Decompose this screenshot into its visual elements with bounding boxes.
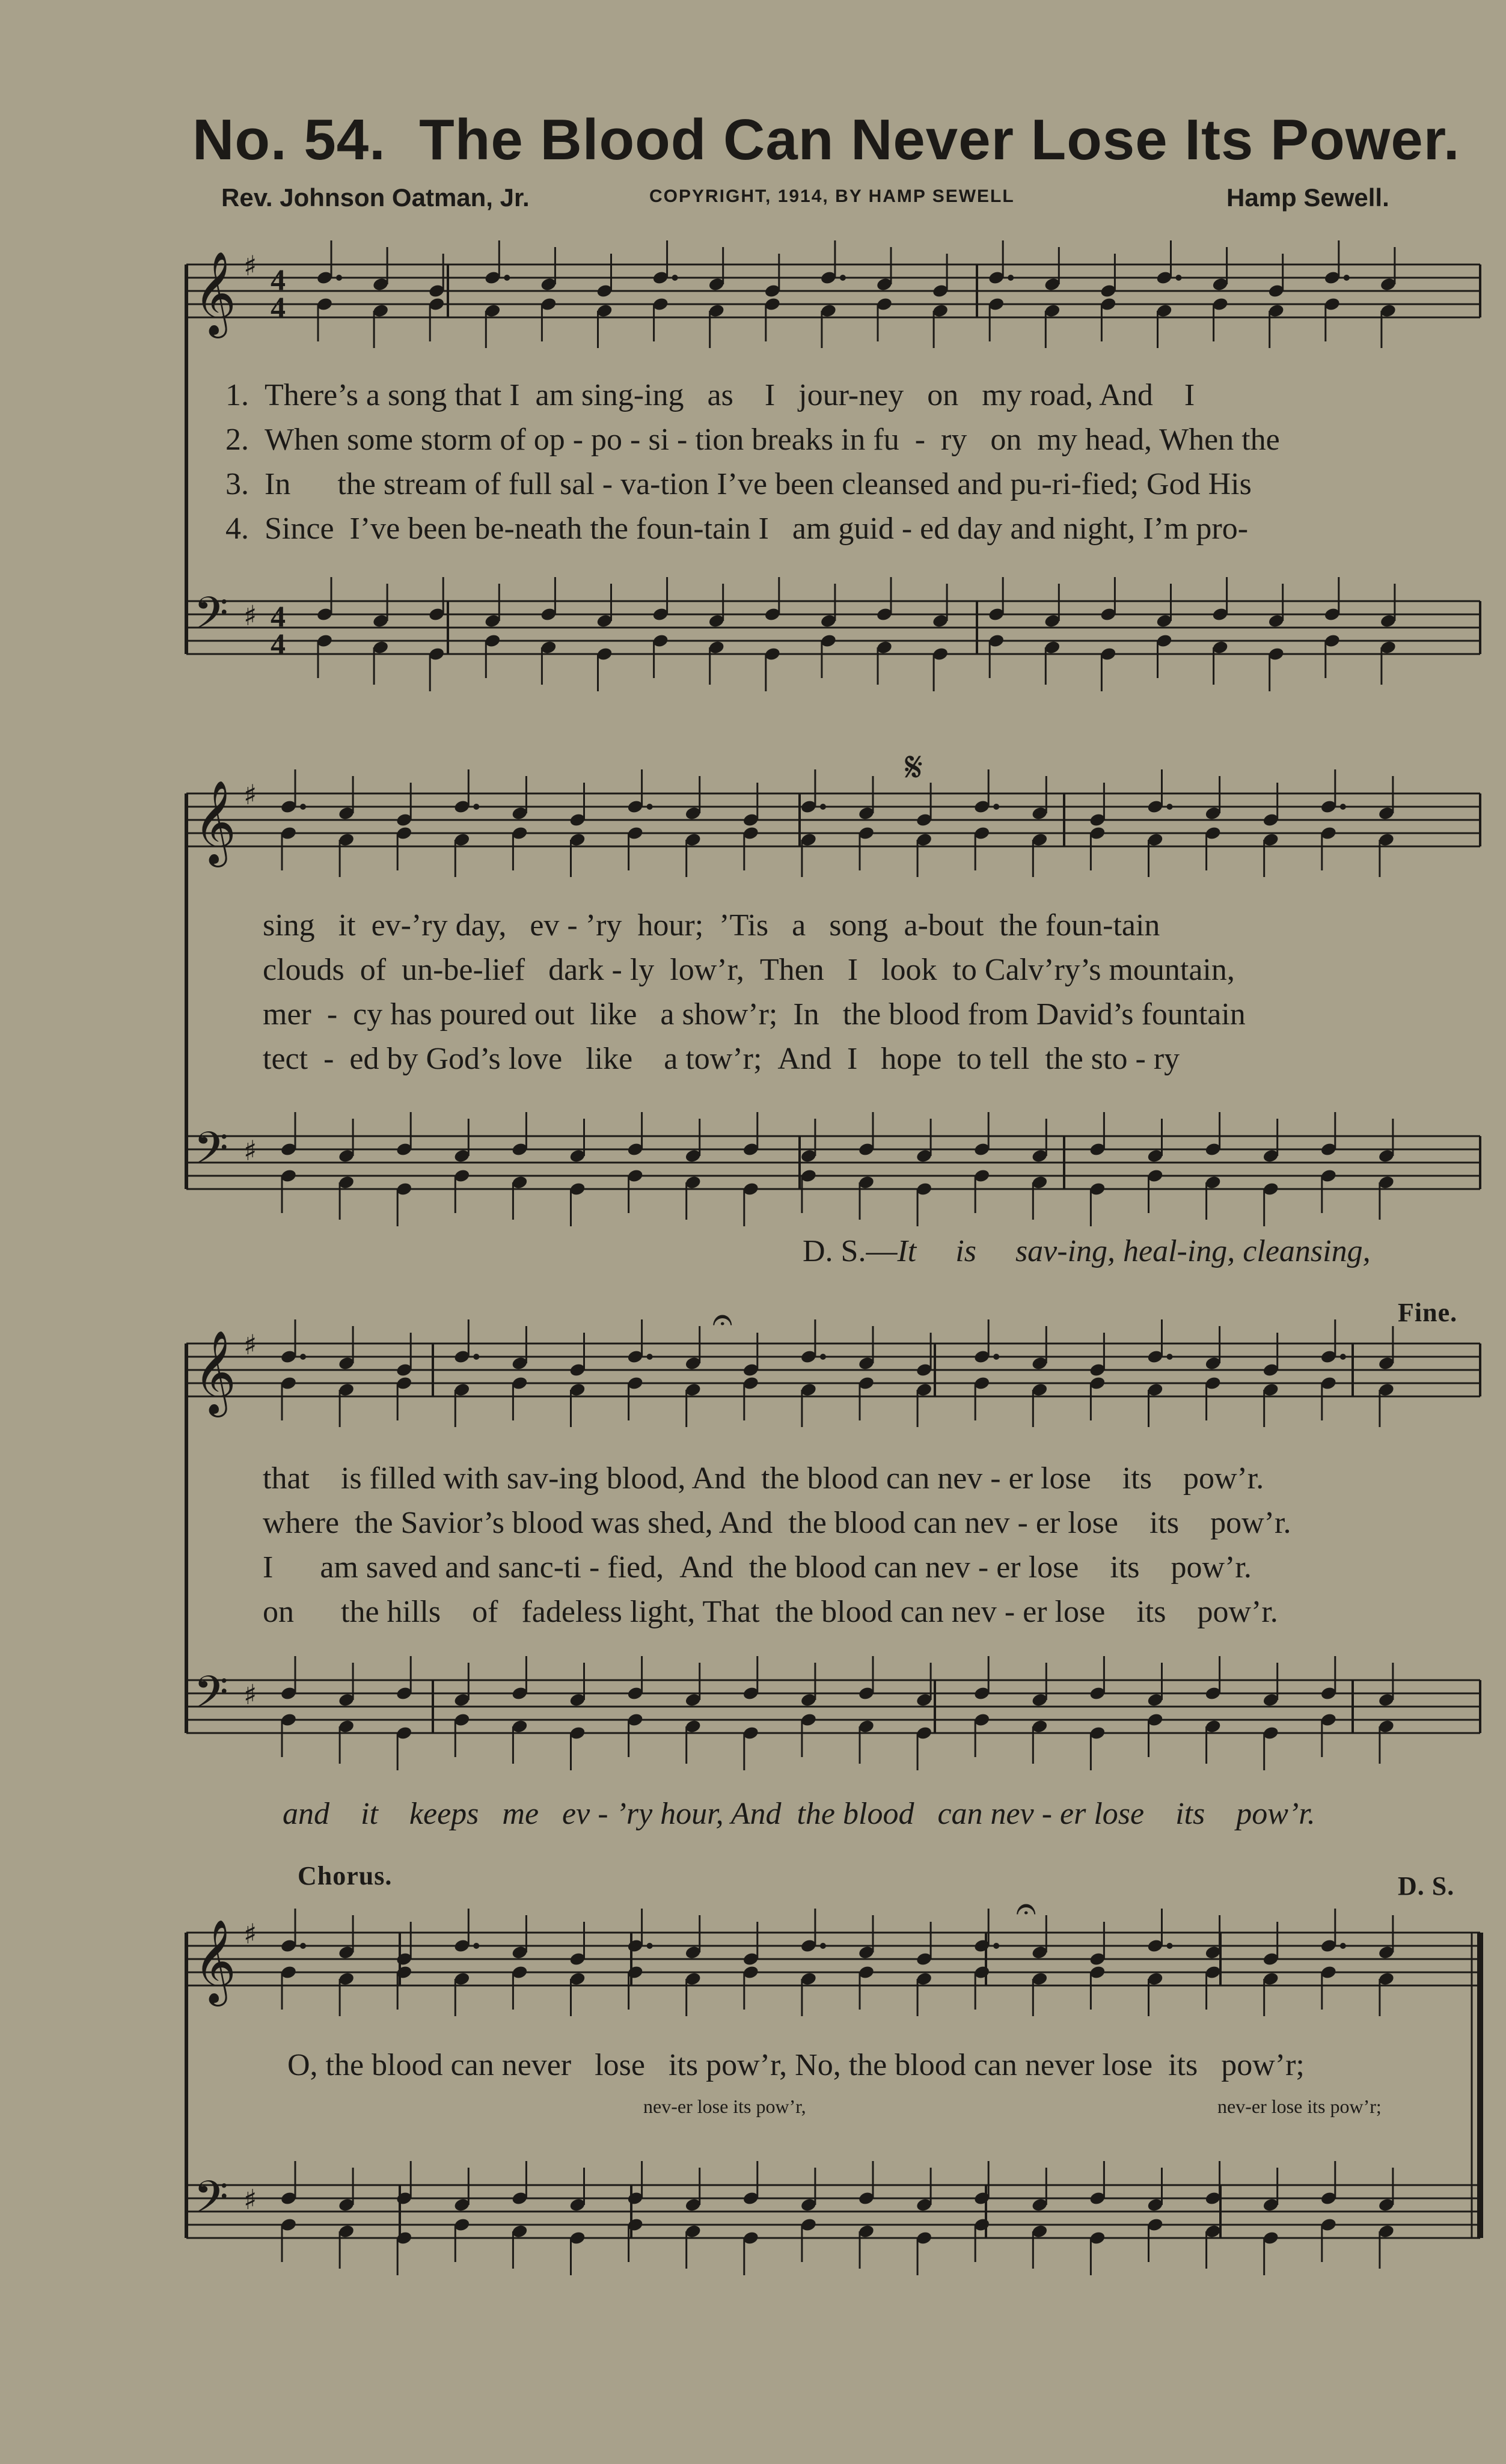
bass-clef-icon: 𝄢 xyxy=(194,1666,228,1729)
sharp-icon: ♯ xyxy=(243,1328,257,1361)
svg-text:4: 4 xyxy=(271,627,286,661)
chorus-lyric: O, the blood can never lose its pow’r, No, the blood can never lose its pow’r; xyxy=(287,2048,1305,2082)
verse-1-line-2: sing it ev-’ry day, ev - ’ry hour; ’Tis a song a-bout the foun-tain xyxy=(263,908,1160,943)
ds-mark: D. S. xyxy=(1398,1871,1455,1901)
verse-3-line-1: 3. In the stream of full sal - va-tion I’ve been cleansed and pu-ri-fied; God His xyxy=(225,467,1252,501)
fine-mark: Fine. xyxy=(1398,1298,1458,1327)
bass-clef-icon: 𝄢 xyxy=(194,1122,228,1185)
time-signature: 4 xyxy=(271,263,286,296)
composer-credit: Hamp Sewell. xyxy=(1226,183,1389,212)
bass-clef-icon: 𝄢 xyxy=(194,2171,228,2234)
sharp-icon: ♯ xyxy=(243,599,257,632)
sharp-icon: ♯ xyxy=(243,2183,257,2216)
sharp-icon: ♯ xyxy=(243,778,257,811)
sharp-icon: ♯ xyxy=(243,249,257,282)
ds-line-1: D. S.—It is sav-ing, heal-ing, cleansing, xyxy=(803,1234,1371,1268)
verse-1-line-3: that is filled with sav-ing blood, And the blood can nev - er lose its pow’r. xyxy=(263,1461,1264,1496)
fermata-icon: 𝄐 xyxy=(712,1298,733,1341)
treble-clef-icon: 𝄞 xyxy=(194,780,236,864)
hymn-number: No. 54. xyxy=(192,108,386,172)
sharp-icon: ♯ xyxy=(243,1134,257,1167)
sharp-icon: ♯ xyxy=(243,1678,257,1711)
verse-4-line-3: on the hills of fadeless light, That the blood can nev - er lose its pow’r. xyxy=(263,1595,1278,1629)
chorus-label: Chorus. xyxy=(298,1861,393,1891)
treble-clef-icon: 𝄞 xyxy=(194,1330,236,1414)
verse-3-line-2: mer - cy has poured out like a show’r; In the blood from David’s fountain xyxy=(263,997,1246,1032)
bass-echo-1: nev-er lose its pow’r, xyxy=(643,2096,806,2117)
bass-clef-icon: 𝄢 xyxy=(194,587,228,650)
fermata-icon: 𝄐 xyxy=(1016,1888,1036,1930)
verse-2-line-2: clouds of un-be-lief dark - ly low’r, Then I look to Calv’ry’s mountain, xyxy=(263,953,1235,987)
verse-1-line-1: 1. There’s a song that I am sing-ing as I jour-ney on my road, And I xyxy=(225,378,1195,412)
verse-4-line-1: 4. Since I’ve been be-neath the foun-tain I am guid - ed day and night, I’m pro- xyxy=(225,512,1249,546)
segno-icon: 𝄋 xyxy=(905,742,923,792)
sharp-icon: ♯ xyxy=(243,1918,257,1950)
svg-text:4: 4 xyxy=(271,290,286,324)
hymn-title: The Blood Can Never Lose Its Power. xyxy=(419,108,1460,172)
verse-4-line-2: tect - ed by God’s love like a tow’r; And I hope to tell the sto - ry xyxy=(263,1042,1180,1076)
time-signature: 4 xyxy=(271,599,286,633)
ds-line-2: and it keeps me ev - ’ry hour, And the blood can nev - er lose its pow’r. xyxy=(283,1797,1315,1831)
verse-3-line-3: I am saved and sanc-ti - fied, And the blood can nev - er lose its pow’r. xyxy=(263,1550,1252,1585)
verse-2-line-3: where the Savior’s blood was shed, And the blood can nev - er lose its pow’r. xyxy=(263,1506,1291,1540)
treble-clef-icon: 𝄞 xyxy=(194,1919,236,2003)
author-credit: Rev. Johnson Oatman, Jr. xyxy=(221,183,530,212)
verse-2-line-1: 2. When some storm of op - po - si - tion breaks in fu - ry on my head, When the xyxy=(225,423,1280,457)
treble-clef-icon: 𝄞 xyxy=(194,251,236,335)
ds-label: D. S.— xyxy=(803,1234,898,1268)
bass-echo-2: nev-er lose its pow’r; xyxy=(1217,2096,1382,2117)
copyright-notice: COPYRIGHT, 1914, BY HAMP SEWELL xyxy=(649,186,1015,206)
